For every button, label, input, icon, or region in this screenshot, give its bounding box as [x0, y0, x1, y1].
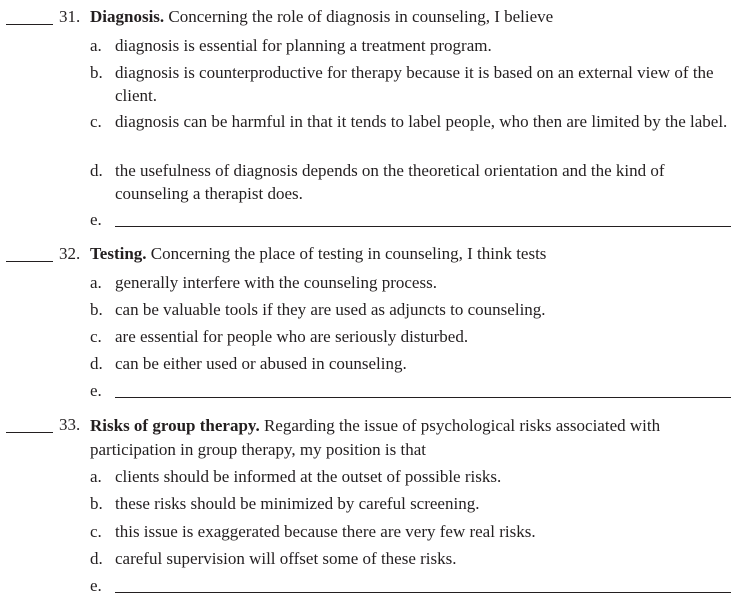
write-in-line[interactable]	[115, 397, 731, 398]
option-letter: d.	[90, 161, 103, 180]
option-text: can be either used or abused in counseling.	[115, 354, 407, 373]
option-text: clients should be informed at the outset of possible risks.	[115, 467, 502, 486]
option-letter: a.	[90, 273, 102, 292]
option-c	[90, 520, 740, 543]
write-in-line[interactable]	[115, 592, 731, 593]
option-text: careful supervision will offset some of these risks.	[115, 549, 457, 568]
option-text: this issue is exaggerated because there are very few real risks.	[115, 522, 536, 541]
option-text: are essential for people who are seriously disturbed.	[115, 327, 469, 346]
option-text: can be valuable tools if they are used as adjuncts to counseling.	[115, 300, 546, 319]
answer-blank-32[interactable]	[6, 261, 53, 262]
option-letter: c.	[90, 522, 102, 541]
option-d	[90, 352, 740, 375]
option-d	[90, 547, 740, 570]
question-title: Testing.	[90, 244, 147, 263]
option-letter: e.	[90, 576, 102, 595]
option-c	[90, 325, 740, 348]
question-title: Risks of group therapy.	[90, 416, 260, 435]
option-a	[90, 271, 740, 294]
option-text: generally interfere with the counseling process.	[115, 273, 437, 292]
option-c	[90, 110, 740, 133]
option-a	[90, 34, 740, 57]
option-letter: b.	[90, 494, 103, 513]
question-number: 32.	[59, 244, 81, 263]
option-a	[90, 465, 740, 488]
option-b	[90, 492, 740, 515]
option-letter: d.	[90, 354, 103, 373]
option-letter: c.	[90, 327, 102, 346]
option-letter: d.	[90, 549, 103, 568]
question-title: Diagnosis.	[90, 7, 165, 26]
answer-blank-33[interactable]	[6, 432, 53, 433]
option-letter: b.	[90, 63, 103, 82]
option-letter: a.	[90, 467, 102, 486]
option-text: diagnosis is counterproductive for therapy because it is based on an external view of the client.	[115, 63, 714, 105]
answer-blank-31[interactable]	[6, 24, 53, 25]
option-b	[90, 298, 740, 321]
question-stem	[90, 243, 740, 265]
question-stem	[90, 414, 735, 462]
question-text: Concerning the place of testing in counseling, I think tests	[146, 244, 547, 263]
option-text: diagnosis is essential for planning a treatment program.	[115, 36, 492, 55]
question-text: Regarding the issue of psychological risks associated with participation in group therapy, my position is that	[90, 416, 661, 459]
option-letter: e.	[90, 381, 102, 400]
option-b	[90, 61, 740, 107]
option-letter: c.	[90, 112, 102, 131]
option-letter: b.	[90, 300, 103, 319]
option-letter: e.	[90, 210, 102, 229]
question-text: Concerning the role of diagnosis in counseling, I believe	[164, 7, 554, 26]
option-d	[90, 159, 740, 205]
option-letter: a.	[90, 36, 102, 55]
option-text: the usefulness of diagnosis depends on the theoretical orientation and the kind of counseling a therapist does.	[115, 161, 665, 203]
option-text: diagnosis can be harmful in that it tends to label people, who then are limited by the label.	[115, 112, 728, 131]
write-in-line[interactable]	[115, 226, 731, 227]
question-number: 33.	[59, 415, 81, 434]
option-text: these risks should be minimized by careful screening.	[115, 494, 480, 513]
question-stem	[90, 6, 740, 28]
question-number: 31.	[59, 7, 81, 26]
